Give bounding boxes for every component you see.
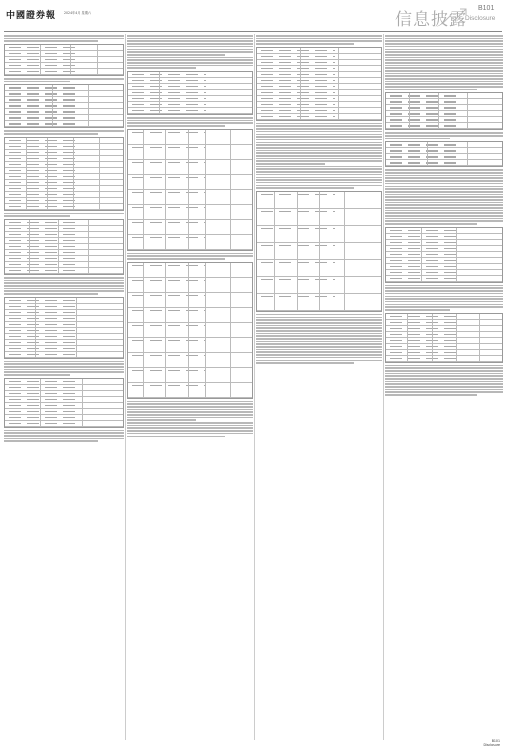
table-column-rule (29, 220, 30, 274)
section-subtitle: Disclosure (465, 15, 496, 22)
table-column-rule (35, 298, 36, 358)
table-column-rule (26, 138, 27, 210)
table-row (5, 69, 123, 75)
body-text-line (4, 133, 98, 135)
table-row (128, 323, 252, 338)
body-text-line (256, 171, 382, 173)
table-column-rule (82, 379, 83, 427)
body-text-line (256, 155, 382, 157)
body-text-line (256, 123, 382, 125)
body-text-line (256, 134, 382, 136)
table-row (128, 190, 252, 205)
newspaper-masthead: 中國證券報 (6, 11, 57, 21)
body-text-line (127, 419, 196, 421)
body-text-line (256, 185, 382, 187)
body-text-line (4, 78, 124, 80)
body-text-line (4, 374, 70, 376)
body-text-line (385, 367, 503, 369)
body-text-line (256, 38, 382, 40)
body-text-line (127, 403, 253, 405)
body-text-line (256, 150, 382, 152)
financial-table (4, 378, 124, 428)
body-text-line (127, 427, 253, 429)
body-text-line (385, 394, 477, 396)
body-text-line (127, 120, 253, 122)
info-table (256, 47, 382, 121)
body-text-line (385, 138, 450, 140)
body-text-line (385, 287, 503, 289)
body-text-line (385, 285, 503, 287)
table-column-rule (205, 263, 206, 398)
body-text-line (127, 59, 253, 61)
body-text-line (385, 38, 503, 40)
table-row (128, 353, 252, 368)
body-text-line (127, 65, 253, 67)
body-text-line (127, 46, 253, 48)
info-table (385, 313, 503, 363)
info-table (127, 262, 253, 399)
body-text-line (385, 43, 503, 45)
body-text-line (385, 212, 503, 214)
column-2 (127, 34, 253, 740)
body-text-line (127, 255, 253, 257)
body-text-line (385, 62, 503, 64)
body-text-line (256, 158, 382, 160)
table-row (5, 268, 123, 274)
body-text-line (385, 199, 503, 201)
table-row (128, 220, 252, 235)
body-text-line (256, 343, 382, 345)
table-column-rule (338, 48, 339, 120)
body-text-line (256, 357, 382, 359)
body-text-line (385, 383, 503, 385)
body-text-line (4, 435, 124, 437)
body-text-line (385, 70, 503, 72)
body-text-line (385, 210, 503, 212)
body-text-line (385, 67, 503, 69)
body-text-line (127, 51, 253, 53)
table-column-rule (456, 228, 457, 282)
table-row (128, 293, 252, 308)
table-column-rule (99, 138, 100, 210)
body-text-line (127, 414, 253, 416)
body-text-line (4, 213, 124, 215)
body-text-line (385, 73, 503, 75)
body-text-line (385, 386, 503, 388)
body-text-line (256, 319, 382, 321)
body-text-line (385, 296, 503, 298)
body-text-line (127, 40, 253, 42)
body-text-line (385, 132, 503, 134)
table-column-rule (230, 130, 231, 250)
table-column-rule (479, 314, 480, 362)
body-text-line (4, 432, 124, 434)
body-text-line (385, 191, 503, 193)
body-text-line (385, 370, 503, 372)
body-text-line (4, 371, 124, 373)
body-text-line (385, 215, 503, 217)
body-text-line (4, 38, 124, 40)
body-text-line (4, 440, 98, 442)
body-text-line (127, 125, 225, 127)
body-text-line (256, 360, 382, 362)
table-column-rule (40, 379, 41, 427)
body-text-line (256, 362, 354, 364)
table-column-rule (73, 138, 74, 210)
body-text-line (256, 142, 382, 144)
table-column-rule (47, 138, 48, 210)
body-text-line (127, 35, 253, 37)
table-column-rule (143, 130, 144, 250)
body-text-line (256, 40, 382, 42)
body-text-line (127, 117, 253, 119)
table-row (128, 383, 252, 398)
body-text-line (127, 122, 253, 124)
table-column-rule (421, 228, 422, 282)
info-table (385, 227, 503, 283)
body-text-line (385, 298, 503, 300)
body-text-line (4, 282, 124, 284)
body-text-line (385, 202, 503, 204)
table-row (5, 421, 123, 427)
body-text-line (256, 341, 382, 343)
table-column-rule (165, 130, 166, 250)
table-row (128, 205, 252, 220)
body-text-line (385, 89, 477, 91)
body-text-line (127, 57, 253, 59)
table-column-rule (205, 130, 206, 250)
body-text-line (4, 363, 124, 365)
table-row (128, 338, 252, 353)
body-text-line (385, 169, 503, 171)
body-text-line (385, 54, 503, 56)
info-table (385, 141, 503, 167)
table-column-rule (143, 263, 144, 398)
table-row (386, 160, 502, 166)
table-row (5, 121, 123, 127)
body-text-line (256, 144, 382, 146)
body-text-line (385, 375, 503, 377)
table-column-rule (407, 314, 408, 362)
body-text-line (385, 188, 503, 190)
body-text-line (385, 172, 503, 174)
body-text-line (385, 381, 503, 383)
table-column-rule (97, 45, 98, 75)
table-row (128, 130, 252, 145)
body-text-line (256, 317, 382, 319)
table-column-rule (165, 263, 166, 398)
body-text-line (385, 49, 503, 51)
table-row (5, 352, 123, 358)
body-text-line (256, 187, 354, 189)
body-text-line (256, 325, 382, 327)
body-text-line (127, 409, 253, 411)
body-text-line (256, 163, 325, 165)
table-column-rule (438, 93, 439, 129)
table-column-rule (52, 85, 53, 127)
body-text-line (385, 135, 503, 137)
body-text-line (256, 330, 382, 332)
page-number: B101 (478, 5, 495, 12)
body-text-line (256, 322, 382, 324)
body-text-line (127, 411, 253, 413)
table-row (5, 204, 123, 210)
footer-section: Disclosure (483, 743, 500, 747)
body-text-line (127, 38, 253, 40)
table-column-rule (297, 192, 298, 311)
body-text-line (256, 174, 382, 176)
table-column-rule (188, 130, 189, 250)
body-text-line (256, 136, 382, 138)
body-text-line (385, 304, 503, 306)
table-row (128, 175, 252, 190)
body-text-line (4, 361, 124, 363)
body-text-line (385, 301, 503, 303)
body-text-line (385, 75, 503, 77)
body-text-line (385, 218, 503, 220)
column-3 (256, 34, 382, 740)
body-text-line (4, 438, 124, 440)
body-text-line (385, 175, 503, 177)
financial-table (4, 84, 124, 128)
body-text-line (127, 54, 225, 56)
body-text-line (256, 333, 382, 335)
body-text-line (256, 314, 382, 316)
table-row (386, 276, 502, 282)
body-text-line (4, 293, 98, 295)
body-text-line (385, 365, 503, 367)
body-text-line (256, 182, 382, 184)
table-row (128, 160, 252, 175)
body-text-line (127, 430, 253, 432)
body-text-line (385, 293, 503, 295)
body-text-line (127, 417, 253, 419)
body-text-line (127, 401, 253, 403)
body-text-line (385, 35, 503, 37)
body-text-line (127, 425, 253, 427)
body-text-line (385, 46, 503, 48)
table-row (128, 308, 252, 323)
table-column-rule (70, 45, 71, 75)
body-text-line (256, 131, 382, 133)
body-text-line (385, 51, 503, 53)
body-text-line (127, 433, 253, 435)
table-column-rule (159, 72, 160, 114)
body-text-line (127, 422, 253, 424)
body-text-line (256, 179, 382, 181)
body-text-line (4, 280, 124, 282)
body-text-line (4, 430, 124, 432)
table-row (128, 278, 252, 293)
body-text-line (256, 335, 382, 337)
body-text-line (385, 389, 503, 391)
body-text-line (385, 65, 503, 67)
body-text-line (385, 78, 503, 80)
body-text-line (4, 130, 124, 132)
body-text-line (256, 166, 382, 168)
body-text-line (385, 196, 503, 198)
body-text-line (127, 67, 196, 69)
body-text-line (385, 309, 450, 311)
table-column-rule (88, 220, 89, 274)
body-text-line (4, 366, 124, 368)
body-text-line (385, 290, 503, 292)
body-text-line (256, 43, 354, 45)
table-column-rule (427, 142, 428, 166)
body-text-line (256, 160, 382, 162)
table-column-rule (467, 142, 468, 166)
column-4 (385, 34, 503, 740)
body-text-line (127, 258, 225, 260)
body-text-line (256, 351, 382, 353)
body-text-line (4, 215, 70, 217)
body-text-line (127, 406, 253, 408)
info-table (385, 92, 503, 130)
table-column-rule (274, 192, 275, 311)
footer-page-number: B101 (491, 739, 500, 743)
body-text-line (385, 177, 503, 179)
body-text-line (4, 288, 124, 290)
table-column-rule (409, 93, 410, 129)
column-divider (125, 34, 126, 740)
body-text-line (385, 194, 503, 196)
table-column-rule (58, 220, 59, 274)
info-table (127, 71, 253, 115)
page-footer (484, 739, 500, 747)
body-text-line (385, 223, 477, 225)
body-text-line (385, 306, 503, 308)
body-text-line (256, 152, 382, 154)
table-column-rule (76, 298, 77, 358)
body-text-line (4, 35, 124, 37)
page-header (0, 0, 506, 34)
body-text-line (4, 285, 124, 287)
section-title: 信息披露 (395, 10, 467, 30)
body-text-line (385, 186, 503, 188)
financial-table (4, 297, 124, 359)
body-text-line (256, 168, 382, 170)
body-text-line (385, 391, 503, 393)
body-text-line (256, 128, 382, 130)
body-text-line (4, 277, 124, 279)
info-table (256, 191, 382, 312)
table-column-rule (432, 314, 433, 362)
body-text-line (385, 83, 503, 85)
body-text-line (256, 35, 382, 37)
column-1 (4, 34, 124, 740)
body-text-line (127, 436, 225, 438)
table-column-rule (467, 93, 468, 129)
body-text-line (385, 180, 503, 182)
info-table (127, 129, 253, 251)
body-text-line (256, 354, 382, 356)
table-row (386, 356, 502, 362)
body-text-line (256, 349, 382, 351)
body-text-line (256, 177, 382, 179)
column-divider (254, 34, 255, 740)
body-text-line (4, 290, 124, 292)
financial-table (4, 137, 124, 211)
body-text-line (127, 253, 253, 255)
body-text-line (385, 40, 503, 42)
body-text-line (385, 57, 503, 59)
body-text-line (256, 139, 382, 141)
header-rule (4, 31, 502, 32)
body-text-line (256, 346, 382, 348)
financial-table (4, 44, 124, 76)
body-text-line (127, 62, 253, 64)
table-column-rule (300, 48, 301, 120)
body-text-line (385, 183, 503, 185)
body-text-line (385, 207, 503, 209)
body-text-line (127, 49, 253, 51)
body-text-line (385, 59, 503, 61)
body-text-line (127, 43, 253, 45)
table-column-rule (88, 85, 89, 127)
financial-table (4, 219, 124, 275)
body-text-line (385, 378, 503, 380)
body-text-line (385, 81, 503, 83)
column-divider (383, 34, 384, 740)
table-row (128, 108, 252, 114)
table-row (386, 123, 502, 129)
table-column-rule (456, 314, 457, 362)
body-text-line (4, 40, 98, 42)
table-row (128, 263, 252, 278)
body-text-line (385, 373, 503, 375)
body-text-line (4, 81, 70, 83)
table-row (128, 368, 252, 383)
table-column-rule (188, 263, 189, 398)
body-text-line (256, 147, 382, 149)
table-column-rule (40, 45, 41, 75)
body-text-line (256, 338, 382, 340)
table-row (128, 145, 252, 160)
table-row (257, 114, 381, 120)
dateline: 2024年4月 星期六 (64, 11, 92, 15)
body-text-line (385, 204, 503, 206)
table-column-rule (344, 192, 345, 311)
table-column-rule (230, 263, 231, 398)
body-text-line (256, 327, 382, 329)
body-text-line (4, 369, 124, 371)
body-text-line (256, 125, 382, 127)
table-row (128, 235, 252, 250)
body-text-line (385, 220, 503, 222)
body-text-line (385, 86, 503, 88)
table-column-rule (319, 192, 320, 311)
